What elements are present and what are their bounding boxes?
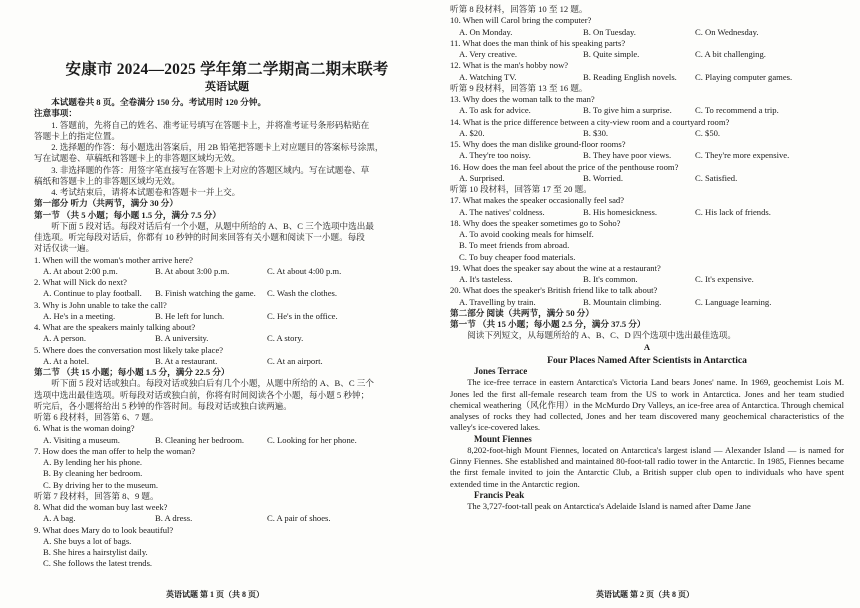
options-row [450, 150, 844, 161]
option: C. Looking for her phone. [267, 434, 357, 445]
option: B. Quite simple. [583, 49, 640, 59]
option: A. A bag. [43, 513, 76, 524]
section-heading: 第一节 （共 15 小题；每小题 2.5 分，满分 37.5 分） [450, 319, 646, 329]
option: C. On Wednesday. [695, 26, 759, 37]
option: C. A bit challenging. [695, 49, 766, 59]
note-line: 2. 选择题的作答：每小题选出答案后，用 2B 铅笔把答题卡上对应题目的答案标号涂黑， [51, 142, 384, 152]
option: C. At about 4:00 p.m. [267, 265, 342, 276]
exam-subtitle: 英语试题 [205, 81, 249, 93]
option: B. They have poor views. [583, 150, 672, 161]
options-row [34, 356, 420, 367]
exam-info: 本试题卷共 8 页。全卷满分 150 分。考试用时 120 分钟。 [51, 97, 267, 107]
question: 17. What makes the speaker occasionally feel sad? [450, 195, 625, 206]
option: B. She hires a hairstylist daily. [43, 547, 148, 557]
option: C. A story. [267, 333, 304, 344]
option: C. By driving her to the museum. [43, 479, 159, 490]
material-heading: 听第 10 段材料，回答第 17 至 20 题。 [450, 184, 592, 194]
options-row [34, 266, 420, 277]
options-row [450, 105, 844, 116]
passage-letter: A [643, 341, 651, 352]
option: C. He's in the office. [267, 310, 338, 321]
part-heading: 第一部分 听力（共两节，满分 30 分） [34, 198, 178, 209]
instruction-line: 听完后，各小题将给出 5 秒钟的作答时间。每段对话或独白读两遍。 [34, 400, 292, 411]
option: A. To ask for advice. [459, 105, 531, 116]
option: B. At a restaurant. [155, 355, 218, 366]
option: B. By cleaning her bedroom. [43, 468, 143, 479]
option: C. They're more expensive. [695, 150, 790, 161]
question: 2. What will Nick do next? [34, 277, 127, 287]
option: B. A university. [155, 333, 209, 344]
option: B. Worried. [583, 172, 623, 183]
option: B. Cleaning her bedroom. [155, 434, 245, 445]
material-heading: 听第 9 段材料，回答第 13 至 16 题。 [450, 82, 588, 93]
question: 9. What does Mary do to look beautiful? [34, 524, 174, 535]
option: B. On Tuesday. [583, 26, 636, 37]
article-title: Four Places Named After Scientists in Antarctica [547, 354, 747, 366]
instruction-line: 对话仅读一遍。 [34, 243, 95, 254]
option: A. At about 2:00 p.m. [43, 265, 118, 276]
option: C. To buy cheaper food materials. [459, 251, 576, 262]
option: A. Visiting a museum. [43, 434, 120, 445]
option: C. Playing computer games. [695, 71, 793, 82]
question: 15. Why does the man dislike ground-floor rooms? [450, 139, 626, 149]
option: A. A person. [43, 333, 86, 344]
options-row [34, 311, 420, 322]
option: C. His lack of friends. [695, 206, 771, 217]
article-subheading: Francis Peak [474, 489, 525, 500]
note-line: 1. 答题前，先将自己的姓名、准考证号填写在答题卡上，并将准考证号条形码粘贴在 [51, 119, 370, 130]
note-line: 3. 非选择题的作答：用签字笔直接写在答题卡上对应的答题区域内。写在试题卷、草 [51, 164, 370, 175]
option: B. $30. [583, 127, 609, 138]
question: 10. When will Carol bring the computer? [450, 15, 592, 26]
options-row [34, 288, 420, 299]
question: 8. What did the woman buy last week? [34, 502, 168, 512]
question: 13. Why does the woman talk to the man? [450, 94, 595, 104]
options-row [450, 72, 844, 83]
option: A. He's in a meeting. [43, 310, 116, 321]
option: B. Mountain climbing. [583, 296, 662, 307]
option: C. She follows the latest trends. [43, 558, 153, 569]
section-heading: 第一节 （共 5 小题；每小题 1.5 分，满分 7.5 分） [34, 209, 221, 220]
option: C. Wash the clothes. [267, 288, 338, 299]
page-footer: 英语试题 第 1 页（共 8 页） [166, 589, 264, 599]
question: 19. What does the speaker say about the wine at a restaurant? [450, 262, 661, 273]
question: 12. What is the man's hobby now? [450, 60, 569, 71]
instruction-line: 听下面 5 段对话。每段对话后有一个小题，从题中所给的 A、B、C 三个选项中选出最 [51, 220, 374, 231]
options-row [450, 274, 844, 285]
exam-page-2 [430, 0, 860, 608]
option: C. $50. [695, 127, 721, 138]
option: B. Reading English novels. [583, 71, 677, 82]
option: A. To avoid cooking meals for himself. [459, 229, 594, 239]
option: A. Travelling by train. [459, 296, 536, 307]
option: B. To meet friends from abroad. [459, 240, 570, 251]
option: C. It's expensive. [695, 274, 754, 284]
instruction-line: 阅读下列短文，从每题所给的 A、B、C、D 四个选项中选出最佳选项。 [467, 330, 736, 341]
note-line: 稿纸和答题卡上的非答题区域均无效。 [34, 175, 181, 186]
exam-title: 安康市 2024—2025 学年第二学期高二期末联考 [65, 61, 389, 78]
options-row [450, 173, 844, 184]
note-line: 答题卡上的指定位置。 [34, 130, 120, 141]
option: A. Continue to play football. [43, 288, 142, 299]
options-row [34, 435, 420, 446]
question: 11. What does the man think of his speaking parts? [450, 37, 626, 48]
option: A. It's tasteless. [459, 274, 513, 284]
note-line: 写在试题卷、草稿纸和答题卡上的非答题区域均无效。 [34, 153, 241, 164]
question: 14. What is the price difference between a city-view room and a courtyard room? [450, 116, 730, 127]
option: A. Very creative. [459, 49, 518, 59]
article-paragraph: The 3,727-foot-tall peak on Antarctica's Adelaide Island is named after Dame Jane [467, 501, 751, 511]
options-row [34, 513, 420, 524]
question: 1. When will the woman's mother arrive here? [34, 254, 193, 265]
question: 18. Why does the speaker sometimes go to Soho? [450, 217, 621, 228]
article-paragraph: 8,202-foot-high Mount Fiennes, located on Antarctica's largest island — Alexander Island — is named for Ginny Fiennes. She established and maintained 80-foot-tall radio tower in the Antarctic. In 1985, Fiennes became the first female invited to join the Antarctic Club, a British supper club open to individuals who have spent extended time in the Antarctic region. [450, 444, 844, 489]
notes-heading: 注意事项： [34, 108, 77, 119]
option: A. By lending her his phone. [43, 457, 143, 467]
question: 3. Why is John unable to take the call? [34, 299, 167, 310]
option: A. On Monday. [459, 26, 513, 37]
part-heading: 第二部分 阅读（共两节，满分 50 分） [450, 307, 594, 318]
material-heading: 听第 7 段材料，回答第 8、9 题。 [34, 490, 159, 501]
options-row [34, 333, 420, 344]
option: C. Language learning. [695, 296, 772, 307]
options-row [450, 207, 844, 218]
option: A. They're too noisy. [459, 150, 531, 161]
instruction-line: 选项中选出最佳选项。听每段对话或独白前，你将有时间阅读各个小题，每小题 5 秒钟； [34, 389, 370, 400]
options-row [450, 297, 844, 308]
question: 7. How does the man offer to help the woman? [34, 445, 196, 456]
option: B. It's common. [583, 274, 638, 284]
option: A. Surprised. [459, 172, 505, 183]
question: 16. How does the man feel about the price of the penthouse room? [450, 161, 679, 172]
options-row [450, 27, 844, 38]
option: A. Watching TV. [459, 71, 517, 82]
question: 4. What are the speakers mainly talking about? [34, 322, 196, 332]
options-row [450, 128, 844, 139]
article-paragraph: The ice-free terrace in eastern Antarctica's Victoria Land bears Jones' name. In 1969, geochemist Lois M. Jones led the first all-female research team from the US to work in Antarctica. Jones and her team studied chemical weathering（风化作用）in the McMurdo Dry Valleys, an ice-free area of Antarctica. Through chemical analyses of rocks they had collected, Jones and her team discovered many geochemical characteristics of the valley's ice-covered lakes. [450, 377, 844, 433]
material-heading: 听第 6 段材料，回答第 6、7 题。 [34, 412, 159, 422]
question: 5. Where does the conversation most likely take place? [34, 344, 224, 355]
option: C. Satisfied. [695, 172, 738, 183]
article-subheading: Mount Fiennes [474, 433, 532, 444]
option: B. At about 3:00 p.m. [155, 265, 230, 276]
article-subheading: Jones Terrace [474, 366, 528, 376]
option: A. The natives' coldness. [459, 206, 545, 217]
option: B. He left for lunch. [155, 310, 225, 321]
option: A. $20. [459, 127, 485, 138]
material-heading: 听第 8 段材料，回答第 10 至 12 题。 [450, 4, 588, 14]
section-heading: 第二节 （共 15 小题；每小题 1.5 分，满分 22.5 分） [34, 367, 230, 377]
instruction-line: 听下面 5 段对话或独白。每段对话或独白后有几个小题，从题中所给的 A、B、C 三个 [51, 378, 374, 389]
option: B. To give him a surprise. [583, 105, 672, 116]
option: A. She buys a lot of bags. [43, 535, 132, 546]
option: C. At an airport. [267, 355, 323, 366]
option: B. His homesickness. [583, 206, 657, 217]
instruction-line: 佳选项。听完每段对话后，你都有 10 秒钟的时间来回答有关小题和阅读下一小题。每段 [34, 232, 365, 242]
page-footer: 英语试题 第 2 页（共 8 页） [596, 589, 694, 599]
options-row [450, 49, 844, 60]
note-line: 4. 考试结束后，请将本试题卷和答题卡一并上交。 [51, 187, 241, 197]
question: 6. What is the woman doing? [34, 423, 135, 434]
option: C. To recommend a trip. [695, 105, 779, 116]
question: 20. What does the speaker's British friend like to talk about? [450, 285, 658, 296]
option: B. Finish watching the game. [155, 288, 256, 299]
option: B. A dress. [155, 513, 193, 524]
option: A. At a hotel. [43, 355, 90, 366]
option: C. A pair of shoes. [267, 513, 331, 524]
